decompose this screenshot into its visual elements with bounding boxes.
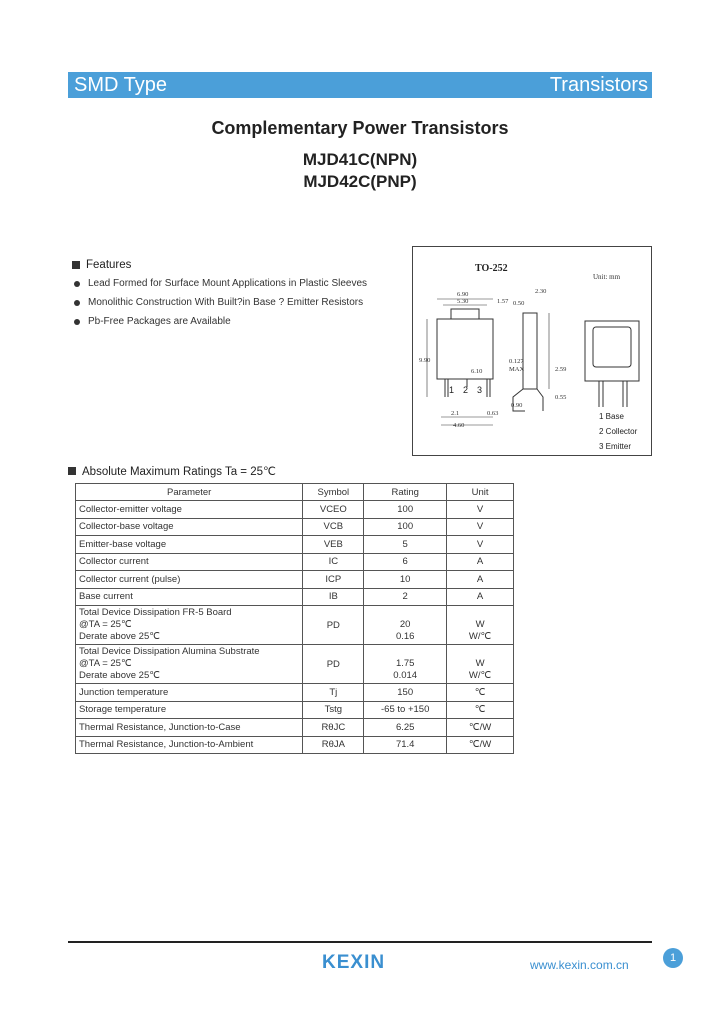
column-header: Unit	[447, 484, 514, 501]
symbol-cell: IB	[303, 588, 364, 606]
part-number-pnp: MJD42C(PNP)	[303, 172, 417, 191]
title-block	[0, 118, 720, 193]
square-bullet-icon	[68, 467, 76, 475]
rating-cell: 100	[364, 518, 447, 536]
dim-label: 6.10	[471, 368, 483, 375]
part-number-npn: MJD41C(NPN)	[302, 150, 418, 169]
rating-cell: 100	[364, 501, 447, 519]
pin-number: 3	[477, 385, 483, 395]
unit-cell: V	[447, 536, 514, 554]
package-units: Unit: mm	[593, 273, 621, 281]
rating-cell: 10	[364, 571, 447, 589]
feature-item: Lead Formed for Surface Mount Applications in Plastic Sleeves	[72, 278, 402, 289]
package-name: TO-252	[475, 263, 508, 274]
symbol-cell: Tstg	[303, 701, 364, 719]
param-cell: Thermal Resistance, Junction-to-Ambient	[76, 736, 303, 754]
rating-cell: 150	[364, 684, 447, 702]
unit-cell: ℃	[447, 701, 514, 719]
table-row	[76, 736, 514, 754]
param-cell: Total Device Dissipation Alumina Substrate @TA = 25℃ Derate above 25℃	[76, 645, 303, 684]
param-cell: Thermal Resistance, Junction-to-Case	[76, 719, 303, 737]
side-view-outline	[523, 313, 537, 389]
rating-cell: -65 to +150	[364, 701, 447, 719]
dim-label: 6.90	[457, 291, 469, 298]
rating-cell: 6.25	[364, 719, 447, 737]
package-drawing	[412, 246, 652, 456]
param-cell: Total Device Dissipation FR-5 Board @TA = 25℃ Derate above 25℃	[76, 606, 303, 645]
pin-label-emitter: 3 Emitter	[599, 442, 632, 451]
table-row	[76, 501, 514, 519]
dim-label: 2.59	[555, 366, 567, 373]
dim-label: 0.50	[513, 300, 525, 307]
param-cell: Base current	[76, 588, 303, 606]
features-heading: Features	[72, 259, 402, 271]
dim-label: 1.57	[497, 298, 509, 305]
param-cell: Collector current (pulse)	[76, 571, 303, 589]
param-cell: Storage temperature	[76, 701, 303, 719]
table-row	[76, 553, 514, 571]
dim-label: 2.30	[535, 288, 547, 295]
unit-cell: W W/℃	[447, 606, 514, 645]
pin-number: 2	[463, 385, 469, 395]
dim-label: 9.90	[419, 357, 431, 364]
company-url[interactable]: www.kexin.com.cn	[530, 958, 629, 972]
table-row	[76, 645, 514, 684]
unit-cell: V	[447, 501, 514, 519]
param-cell: Collector-base voltage	[76, 518, 303, 536]
table-header-row	[76, 484, 514, 501]
bullet-icon	[74, 300, 80, 306]
symbol-cell: RθJA	[303, 736, 364, 754]
param-cell: Collector-emitter voltage	[76, 501, 303, 519]
symbol-cell: PD	[303, 606, 364, 645]
symbol-cell: ICP	[303, 571, 364, 589]
dim-label: 2.1	[451, 410, 460, 417]
rating-cell: 5	[364, 536, 447, 554]
unit-cell: V	[447, 518, 514, 536]
body-outline	[437, 319, 493, 379]
table-row	[76, 701, 514, 719]
table-row	[76, 536, 514, 554]
param-cell: Collector current	[76, 553, 303, 571]
dim-label: 5.30	[457, 298, 469, 305]
header-category: SMD Type	[74, 74, 167, 96]
feature-item: Monolithic Construction With Built?in Base ? Emitter Resistors	[72, 297, 402, 308]
dim-label: 0.127	[509, 358, 524, 365]
unit-cell: W W/℃	[447, 645, 514, 684]
symbol-cell: IC	[303, 553, 364, 571]
table-row	[76, 518, 514, 536]
tab-outline	[451, 309, 479, 319]
pin-label-base: 1 Base	[599, 412, 624, 421]
ratings-table	[75, 483, 514, 754]
unit-cell: A	[447, 571, 514, 589]
rating-cell: 6	[364, 553, 447, 571]
bullet-icon	[74, 319, 80, 325]
dim-label: 0.63	[487, 410, 499, 417]
unit-cell: ℃	[447, 684, 514, 702]
symbol-cell: VEB	[303, 536, 364, 554]
header-bar	[68, 72, 652, 98]
feature-item: Pb-Free Packages are Available	[72, 316, 402, 327]
company-logo: KEXIN	[322, 952, 386, 973]
unit-cell: ℃/W	[447, 719, 514, 737]
rating-cell: 20 0.16	[364, 606, 447, 645]
column-header: Rating	[364, 484, 447, 501]
param-cell: Emitter-base voltage	[76, 536, 303, 554]
unit-cell: A	[447, 588, 514, 606]
rating-cell: 71.4	[364, 736, 447, 754]
column-header: Parameter	[76, 484, 303, 501]
dim-label: MAX	[509, 366, 525, 373]
rating-cell: 1.75 0.014	[364, 645, 447, 684]
table-row	[76, 571, 514, 589]
symbol-cell: Tj	[303, 684, 364, 702]
table-row	[76, 606, 514, 645]
symbol-cell: PD	[303, 645, 364, 684]
table-row	[76, 684, 514, 702]
table-row	[76, 588, 514, 606]
dim-label: 0.90	[511, 402, 523, 409]
pin-label-collector: 2 Collector	[599, 427, 638, 436]
square-bullet-icon	[72, 261, 80, 269]
pin-number: 1	[449, 385, 455, 395]
symbol-cell: VCB	[303, 518, 364, 536]
symbol-cell: VCEO	[303, 501, 364, 519]
ratings-heading: Absolute Maximum Ratings Ta = 25℃	[68, 464, 276, 478]
column-header: Symbol	[303, 484, 364, 501]
dim-label: 4.60	[453, 422, 465, 429]
package-outline-diagram	[413, 247, 653, 457]
page-number-badge: 1	[663, 948, 683, 968]
footer-divider	[68, 941, 652, 943]
header-type: Transistors	[549, 74, 648, 96]
dim-label: 0.55	[555, 394, 567, 401]
rating-cell: 2	[364, 588, 447, 606]
symbol-cell: RθJC	[303, 719, 364, 737]
bullet-icon	[74, 281, 80, 287]
document-title: Complementary Power Transistors	[211, 118, 509, 138]
param-cell: Junction temperature	[76, 684, 303, 702]
table-row	[76, 719, 514, 737]
unit-cell: ℃/W	[447, 736, 514, 754]
unit-cell: A	[447, 553, 514, 571]
features-section	[72, 259, 402, 335]
